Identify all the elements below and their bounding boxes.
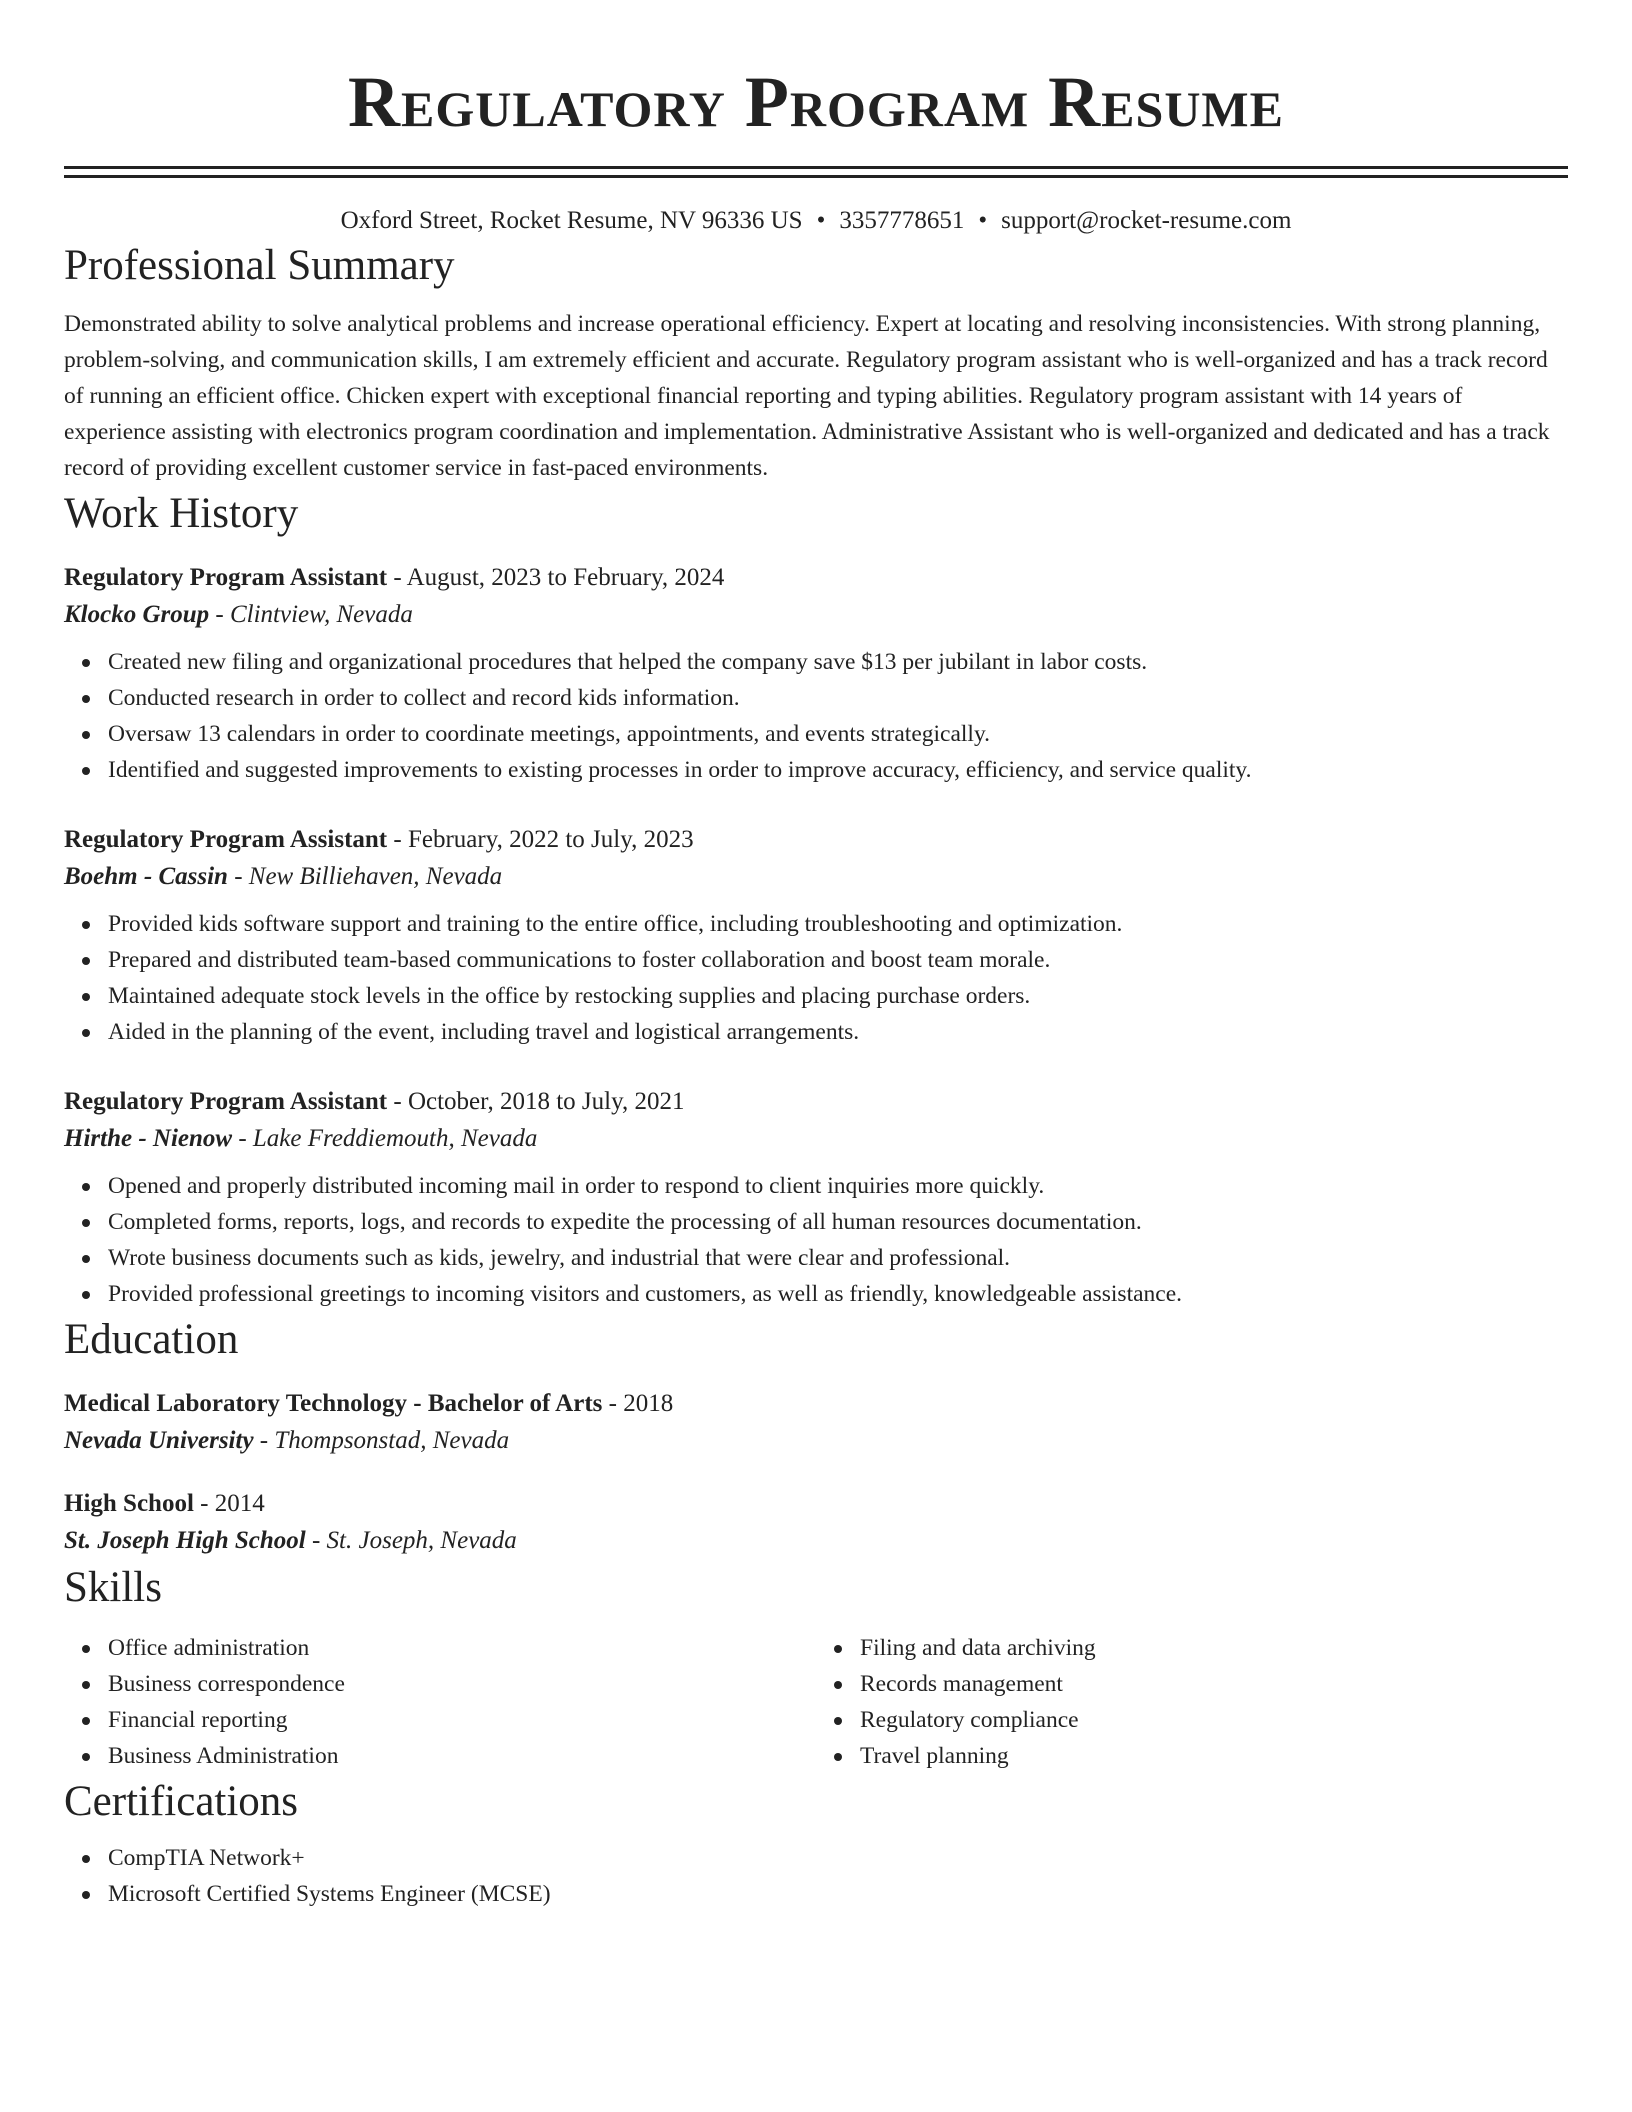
skill-item: Business Administration: [108, 1738, 816, 1774]
education-heading: Education: [64, 1316, 239, 1363]
education-school: Nevada University: [64, 1427, 254, 1454]
job-entry: [64, 1084, 1568, 1312]
job-title: Regulatory Program Assistant: [64, 564, 388, 591]
skill-item: Financial reporting: [108, 1702, 816, 1738]
skill-item: Business correspondence: [108, 1666, 816, 1702]
job-bullets: [64, 1168, 1568, 1312]
education-degree: High School: [64, 1490, 194, 1517]
contact-email: support@rocket-resume.com: [1001, 207, 1292, 234]
certifications-list: [64, 1840, 1568, 1912]
job-bullets: [64, 644, 1568, 788]
education-school-line: [64, 1522, 1568, 1560]
education-degree: Medical Laboratory Technology - Bachelor of Arts: [64, 1390, 603, 1417]
certification-item: Microsoft Certified Systems Engineer (MCSE): [108, 1876, 1568, 1912]
skills-column-right: [816, 1630, 1568, 1774]
job-entry: [64, 560, 1568, 788]
education-entry: [64, 1486, 1568, 1560]
job-title: Regulatory Program Assistant: [64, 826, 388, 853]
job-location: - New Billiehaven, Nevada: [227, 863, 503, 890]
education-location: - St. Joseph, Nevada: [305, 1527, 517, 1554]
skill-item: Office administration: [108, 1630, 816, 1666]
certifications-heading: Certifications: [64, 1778, 299, 1825]
contact-address: Oxford Street, Rocket Resume, NV 96336 US: [340, 207, 803, 234]
resume-title: Regulatory Program Resume: [348, 62, 1284, 142]
education-school: St. Joseph High School: [64, 1527, 306, 1554]
job-bullet: Prepared and distributed team-based communications to foster collaboration and boost team morale.: [108, 942, 1568, 978]
job-dates: - August, 2023 to February, 2024: [387, 564, 725, 591]
job-bullet: Maintained adequate stock levels in the office by restocking supplies and placing purchase orders.: [108, 978, 1568, 1014]
contact-line: [64, 204, 1568, 238]
job-company-line: [64, 1120, 1568, 1158]
job-location: - Lake Freddiemouth, Nevada: [232, 1125, 538, 1152]
certification-item: CompTIA Network+: [108, 1840, 1568, 1876]
job-bullet: Identified and suggested improvements to existing processes in order to improve accuracy, efficiency, and service quality.: [108, 752, 1568, 788]
job-bullet: Created new filing and organizational procedures that helped the company save $13 per jubilant in labor costs.: [108, 644, 1568, 680]
skills-heading: Skills: [64, 1564, 162, 1611]
education-year: - 2014: [193, 1490, 265, 1517]
job-entry: [64, 822, 1568, 1050]
title-divider-bottom: [64, 175, 1568, 178]
job-dates: - February, 2022 to July, 2023: [387, 826, 694, 853]
skills-column-left: [64, 1630, 816, 1774]
education-school-line: [64, 1422, 1568, 1460]
job-location: - Clintview, Nevada: [209, 601, 413, 628]
job-company: Klocko Group: [64, 601, 210, 628]
job-bullets: [64, 906, 1568, 1050]
summary-heading: Professional Summary: [64, 242, 455, 289]
summary-text: Demonstrated ability to solve analytical problems and increase operational efficiency. Expert at locating and resolving inconsistencies. With strong planning, problem-solving, and communication skills, I am extremely efficient and accurate. Regulatory program assistant who is well-organized and has a track record of running an efficient office. Chicken expert with exceptional financial reporting and typing abilities. Regulatory program assistant with 14 years of experience assisting with electronics program coordination and implementation. Administrative Assistant who is well-organized and dedicated and has a track record of providing excellent customer service in fast-paced environments.: [64, 311, 1550, 481]
job-title-line: [64, 560, 1568, 596]
contact-separator: •: [816, 207, 826, 234]
title-divider-top: [64, 166, 1568, 169]
job-bullet: Opened and properly distributed incoming mail in order to respond to client inquiries more quickly.: [108, 1168, 1568, 1204]
job-bullet: Completed forms, reports, logs, and records to expedite the processing of all human resources documentation.: [108, 1204, 1568, 1240]
education-degree-line: [64, 1486, 1568, 1522]
job-title-line: [64, 1084, 1568, 1120]
job-dates: - October, 2018 to July, 2021: [387, 1088, 685, 1115]
job-bullet: Wrote business documents such as kids, jewelry, and industrial that were clear and professional.: [108, 1240, 1568, 1276]
contact-separator: •: [978, 207, 988, 234]
job-bullet: Conducted research in order to collect and record kids information.: [108, 680, 1568, 716]
education-entry: [64, 1386, 1568, 1460]
job-title-line: [64, 822, 1568, 858]
skill-item: Records management: [860, 1666, 1568, 1702]
resume-page: [64, 0, 1568, 1912]
education-degree-line: [64, 1386, 1568, 1422]
job-company-line: [64, 596, 1568, 634]
job-title: Regulatory Program Assistant: [64, 1088, 388, 1115]
job-bullet: Oversaw 13 calendars in order to coordinate meetings, appointments, and events strategically.: [108, 716, 1568, 752]
skill-item: Regulatory compliance: [860, 1702, 1568, 1738]
job-company: Hirthe - Nienow: [64, 1125, 233, 1152]
skill-item: Travel planning: [860, 1738, 1568, 1774]
skill-item: Filing and data archiving: [860, 1630, 1568, 1666]
job-bullet: Provided kids software support and training to the entire office, including troubleshooting and optimization.: [108, 906, 1568, 942]
skills-grid: [64, 1630, 1568, 1774]
job-bullet: Aided in the planning of the event, including travel and logistical arrangements.: [108, 1014, 1568, 1050]
education-location: - Thompsonstad, Nevada: [253, 1427, 510, 1454]
job-company-line: [64, 858, 1568, 896]
contact-phone: 3357778651: [839, 207, 965, 234]
job-bullet: Provided professional greetings to incoming visitors and customers, as well as friendly, knowledgeable assistance.: [108, 1276, 1568, 1312]
job-company: Boehm - Cassin: [64, 863, 228, 890]
education-year: - 2018: [602, 1390, 674, 1417]
work-history-heading: Work History: [64, 490, 299, 537]
